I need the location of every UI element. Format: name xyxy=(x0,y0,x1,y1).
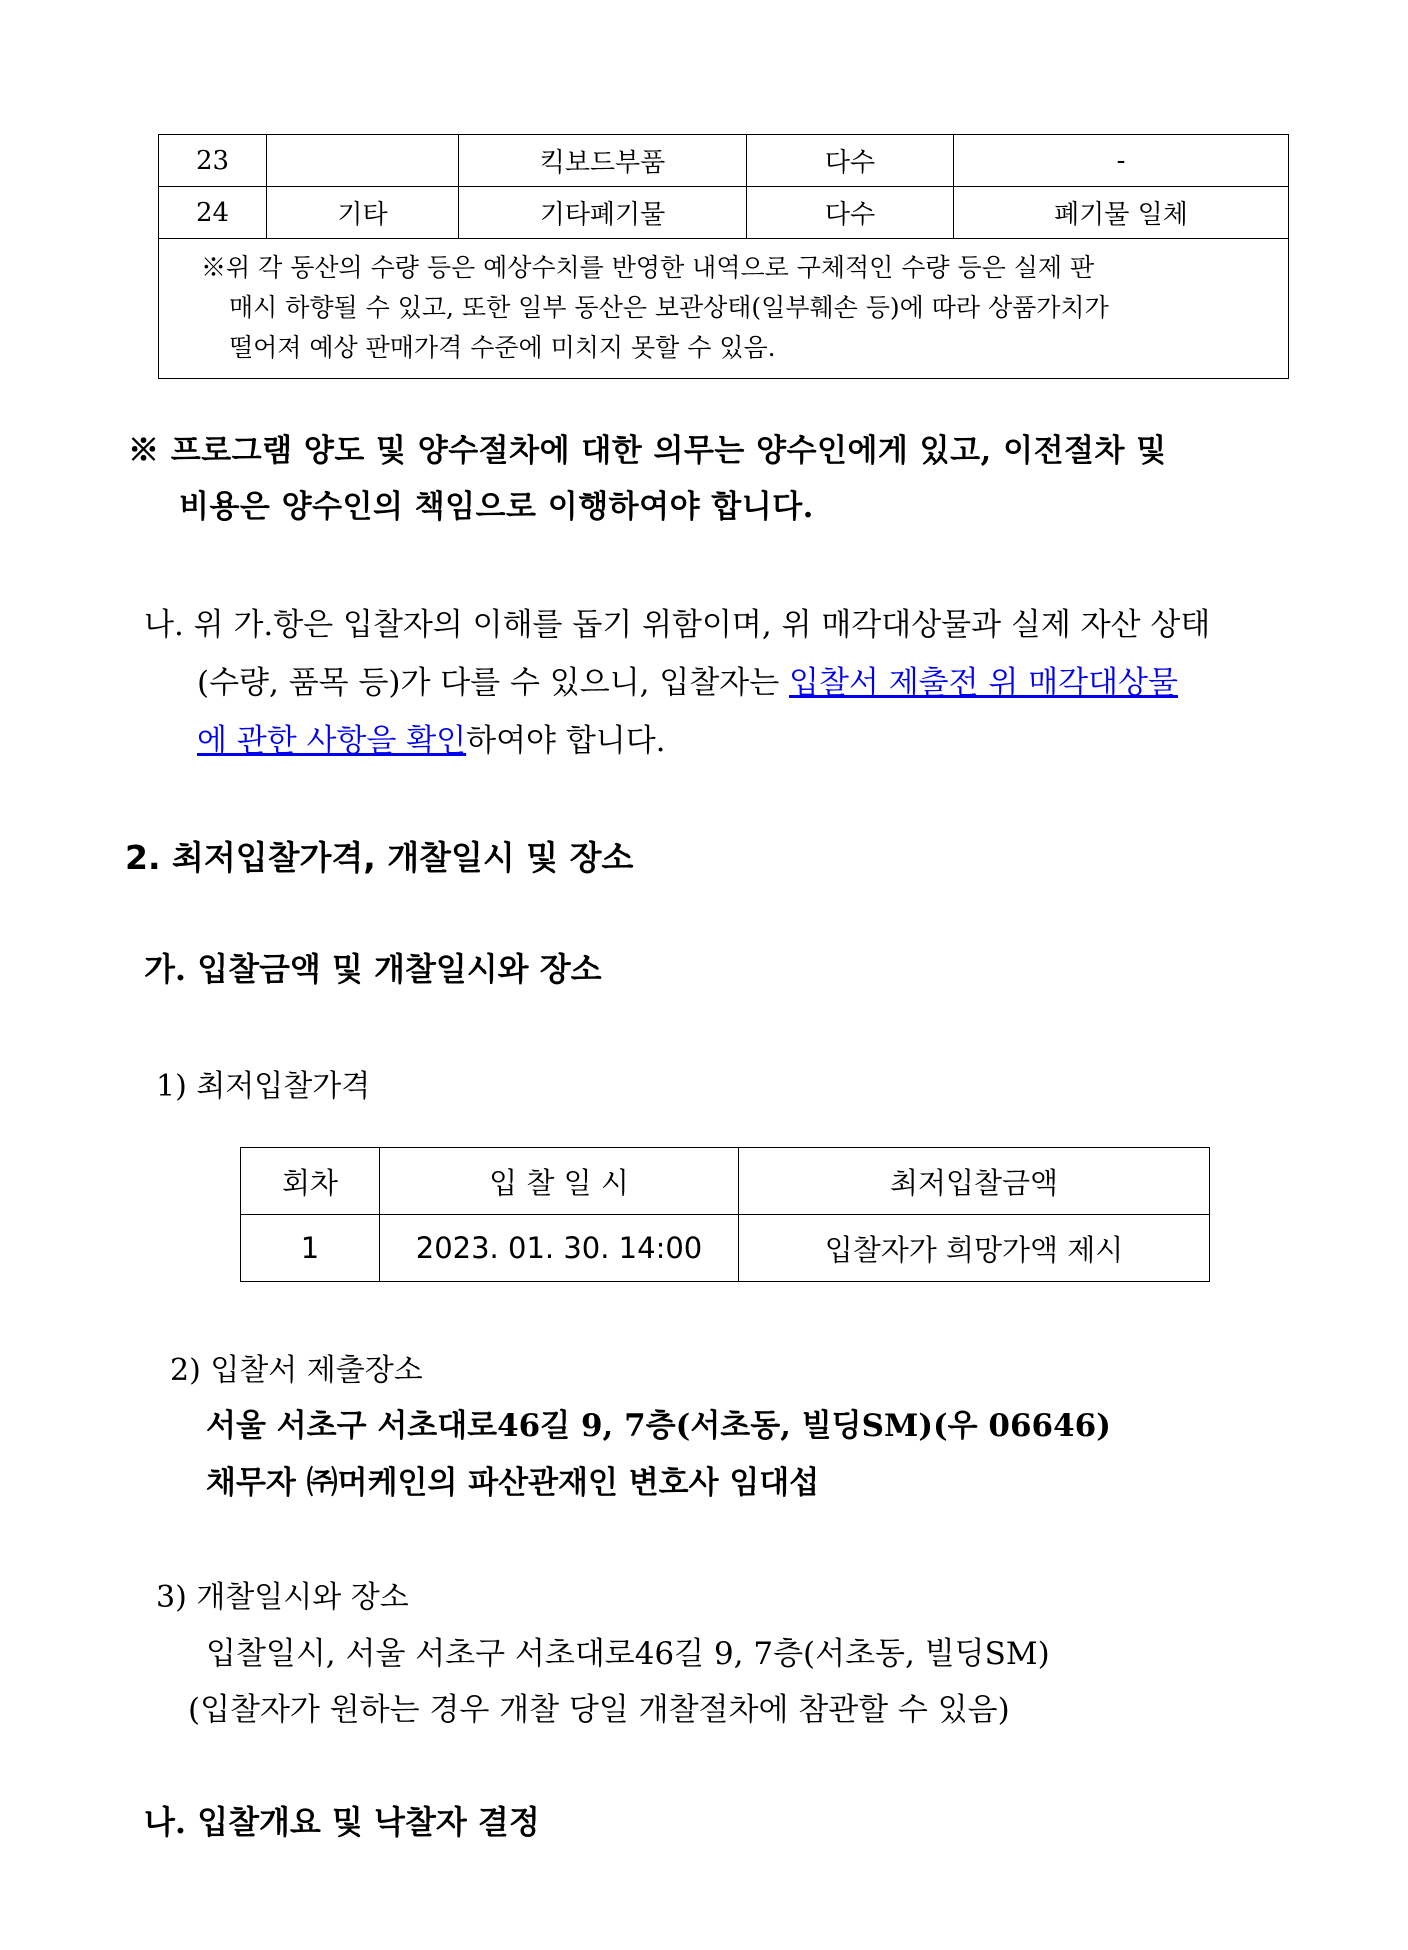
item-title: 1) 최저입찰가격 xyxy=(156,1069,371,1104)
subsection-title: 가. 입찰금액 및 개찰일시와 장소 xyxy=(144,950,602,988)
notice-line: ※ 프로그램 양도 및 양수절차에 대한 의무는 양수인에게 있고, 이전절차 및 xyxy=(128,433,1167,469)
asset-table xyxy=(158,134,1289,379)
header-cell: 회차 xyxy=(241,1148,380,1215)
cell-no: 24 xyxy=(159,187,267,239)
table-row xyxy=(159,135,1289,187)
para-line xyxy=(144,712,1324,770)
cell-datetime: 2023. 01. 30. 14:00 xyxy=(380,1215,739,1282)
item-title: 2) 입찰서 제출장소 xyxy=(170,1353,423,1388)
cell-qty: 다수 xyxy=(747,187,954,239)
item-title: 3) 개찰일시와 장소 xyxy=(156,1580,409,1615)
para-line xyxy=(144,654,1324,712)
header-cell: 입 찰 일 시 xyxy=(380,1148,739,1215)
cell-min-price: 입찰자가 희망가액 제시 xyxy=(739,1215,1210,1282)
highlight-link: 에 관한 사항을 확인 xyxy=(197,723,467,759)
header-cell: 최저입찰금액 xyxy=(739,1148,1210,1215)
cell-qty: 다수 xyxy=(747,135,954,187)
transfer-notice xyxy=(128,423,1330,535)
table-row xyxy=(241,1215,1210,1282)
cell-category: 기타 xyxy=(267,187,459,239)
subsection-title: 나. 입찰개요 및 낙찰자 결정 xyxy=(144,1803,540,1841)
table-note-row xyxy=(159,239,1289,379)
para-text: 하여야 합니다. xyxy=(466,723,666,759)
table-row xyxy=(159,187,1289,239)
submission-address: 서울 서초구 서초대로46길 9, 7층(서초동, 빌딩SM)(우 06646) xyxy=(206,1408,1111,1444)
para-text: (수량, 품목 등)가 다를 수 있으니, 입찰자는 xyxy=(197,665,790,701)
table-header-row xyxy=(241,1148,1210,1215)
cell-remark: - xyxy=(954,135,1289,187)
note-line: 매시 하향될 수 있고, 또한 일부 동산은 보관상태(일부훼손 등)에 따라 상품가치가 xyxy=(229,293,1109,322)
cell-item: 킥보드부품 xyxy=(459,135,747,187)
opening-note: (입찰자가 원하는 경우 개찰 당일 개찰절차에 참관할 수 있음) xyxy=(188,1692,1010,1728)
table-note xyxy=(159,239,1289,379)
cell-round: 1 xyxy=(241,1215,380,1282)
highlight-link: 입찰서 제출전 위 매각대상물 xyxy=(789,665,1178,701)
cell-remark: 폐기물 일체 xyxy=(954,187,1289,239)
note-line: ※위 각 동산의 수량 등은 예상수치를 반영한 내역으로 구체적인 수량 등은 실제 판 xyxy=(201,253,1095,282)
cell-no: 23 xyxy=(159,135,267,187)
notice-line: 비용은 양수인의 책임으로 이행하여야 합니다. xyxy=(179,489,814,525)
section-title: 2. 최저입찰가격, 개찰일시 및 장소 xyxy=(125,838,634,877)
cell-item: 기타폐기물 xyxy=(459,187,747,239)
opening-place: 입찰일시, 서울 서초구 서초대로46길 9, 7층(서초동, 빌딩SM) xyxy=(206,1636,1050,1672)
submission-recipient: 채무자 ㈜머케인의 파산관재인 변호사 임대섭 xyxy=(206,1465,820,1501)
bid-table xyxy=(240,1147,1210,1282)
para-line: 나. 위 가.항은 입찰자의 이해를 돕기 위함이며, 위 매각대상물과 실제 자산 상태 xyxy=(144,607,1211,643)
note-line: 떨어져 예상 판매가격 수준에 미치지 못할 수 있음. xyxy=(229,333,776,362)
paragraph-na xyxy=(144,596,1324,770)
cell-category xyxy=(267,135,459,187)
